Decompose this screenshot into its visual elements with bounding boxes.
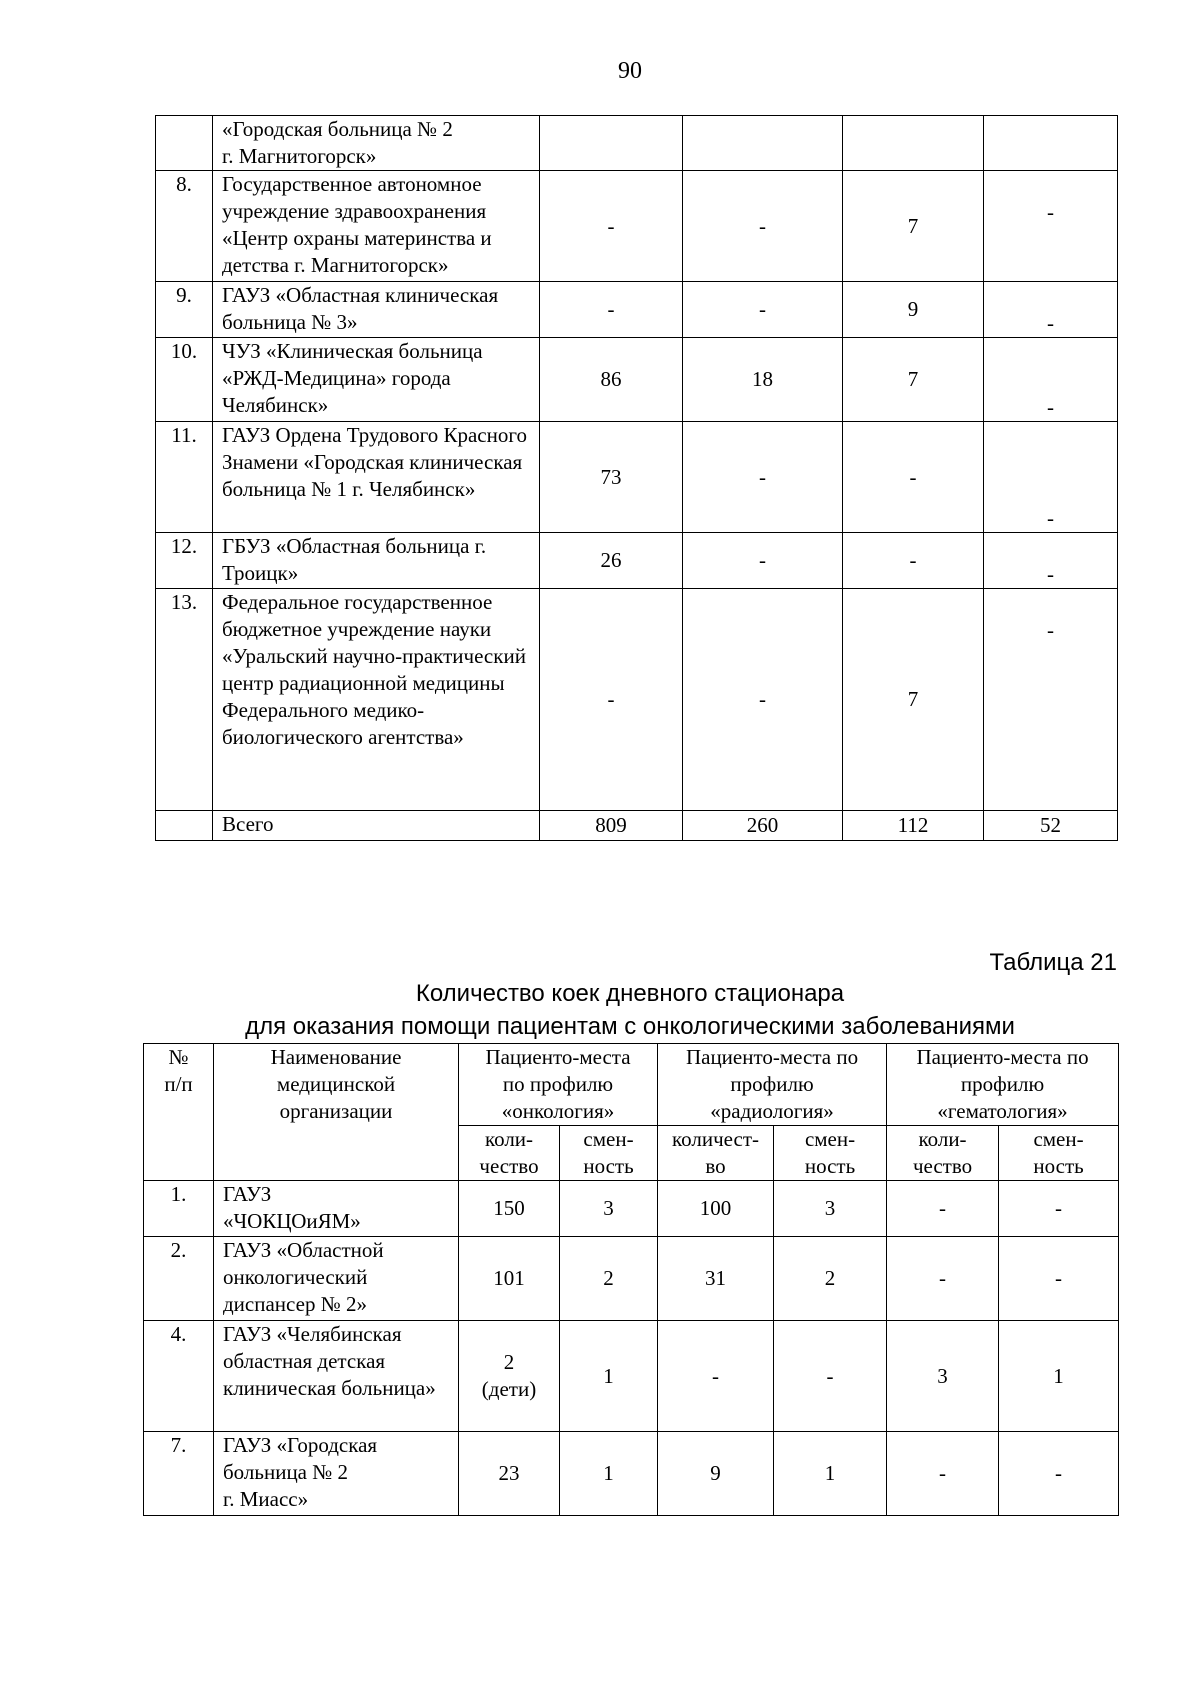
row-number: 11. — [156, 422, 213, 533]
value-cell: 1 — [560, 1432, 658, 1516]
value-cell: 1 — [774, 1432, 887, 1516]
value-cell: - — [540, 171, 683, 282]
value-cell: 9 — [658, 1432, 774, 1516]
value-cell: - — [999, 1237, 1119, 1321]
value-cell: 2 (дети) — [459, 1321, 560, 1432]
row-number: 7. — [144, 1432, 214, 1516]
table-row — [156, 282, 1118, 338]
value-cell: - — [887, 1432, 999, 1516]
table-21-body — [144, 1181, 1119, 1516]
value-cell: 7 — [843, 171, 984, 282]
row-number: 10. — [156, 338, 213, 422]
header-hematology: Пациенто-места по профилю «гематология» — [887, 1044, 1119, 1126]
value-cell: - — [999, 1181, 1119, 1237]
value-cell: - — [984, 589, 1118, 811]
header-num: № п/п — [144, 1044, 214, 1181]
value-cell: 3 — [887, 1321, 999, 1432]
header-hematology-quantity: коли- чество — [887, 1126, 999, 1181]
value-cell: 150 — [459, 1181, 560, 1237]
value-cell: 3 — [774, 1181, 887, 1237]
table-label: Таблица 21 — [989, 949, 1117, 976]
header-name: Наименование медицинской организации — [214, 1044, 459, 1181]
value-cell: 9 — [843, 282, 984, 338]
organization-name: ГАУЗ «ЧОКЦОиЯМ» — [214, 1181, 459, 1237]
organization-name: Федеральное государственное бюджетное учреждение науки «Уральский научно-практический центр радиационной медицины Федерального медико-биологического агентства» — [213, 589, 540, 811]
table-row — [156, 116, 1118, 171]
table-row — [144, 1181, 1119, 1237]
value-cell: - — [843, 422, 984, 533]
value-cell: 1 — [560, 1321, 658, 1432]
value-cell: - — [774, 1321, 887, 1432]
value-cell: - — [683, 422, 843, 533]
value-cell — [984, 116, 1118, 171]
value-cell: 26 — [540, 533, 683, 589]
row-number: 2. — [144, 1237, 214, 1321]
value-cell: 31 — [658, 1237, 774, 1321]
value-cell: - — [984, 533, 1118, 589]
organization-name: ГАУЗ «Областной онкологический диспансер № 2» — [214, 1237, 459, 1321]
value-cell: - — [540, 282, 683, 338]
organization-name: ГБУЗ «Областная больница г. Троицк» — [213, 533, 540, 589]
table-21 — [143, 1043, 1119, 1516]
value-cell: 7 — [843, 589, 984, 811]
table-title-line-2: для оказания помощи пациентам с онкологическими заболеваниями — [245, 1013, 1015, 1040]
row-number: 4. — [144, 1321, 214, 1432]
organization-name: Всего — [213, 811, 540, 841]
value-cell: 18 — [683, 338, 843, 422]
value-cell: - — [984, 282, 1118, 338]
header-radiology-shift: смен- ность — [774, 1126, 887, 1181]
value-cell: - — [999, 1432, 1119, 1516]
value-cell: 7 — [843, 338, 984, 422]
value-cell: - — [658, 1321, 774, 1432]
row-number — [156, 116, 213, 171]
continued-table — [155, 115, 1118, 841]
table-title-line-1: Количество коек дневного стационара — [415, 980, 845, 1007]
value-cell: 809 — [540, 811, 683, 841]
total-row — [156, 811, 1118, 841]
value-cell: 2 — [560, 1237, 658, 1321]
value-cell: 86 — [540, 338, 683, 422]
value-cell: - — [984, 171, 1118, 282]
value-cell: - — [683, 533, 843, 589]
value-cell: - — [843, 533, 984, 589]
row-number: 9. — [156, 282, 213, 338]
value-cell: 3 — [560, 1181, 658, 1237]
value-cell: 260 — [683, 811, 843, 841]
value-cell — [683, 116, 843, 171]
table-row — [156, 589, 1118, 811]
table-row — [144, 1432, 1119, 1516]
header-oncology: Пациенто-места по профилю «онкология» — [459, 1044, 658, 1126]
value-cell: 23 — [459, 1432, 560, 1516]
table-row — [156, 533, 1118, 589]
table-row — [156, 171, 1118, 282]
value-cell: 101 — [459, 1237, 560, 1321]
table-21-header — [144, 1044, 1119, 1181]
value-cell: 73 — [540, 422, 683, 533]
value-cell: 52 — [984, 811, 1118, 841]
header-oncology-shift: смен- ность — [560, 1126, 658, 1181]
row-number: 13. — [156, 589, 213, 811]
value-cell: - — [887, 1181, 999, 1237]
organization-name: ГАУЗ Ордена Трудового Красного Знамени «Городская клиническая больница № 1 г. Челябинск» — [213, 422, 540, 533]
value-cell: - — [683, 282, 843, 338]
value-cell: 2 — [774, 1237, 887, 1321]
row-number — [156, 811, 213, 841]
organization-name: ЧУЗ «Клиническая больница «РЖД-Медицина» города Челябинск» — [213, 338, 540, 422]
value-cell — [540, 116, 683, 171]
row-number: 8. — [156, 171, 213, 282]
value-cell: - — [887, 1237, 999, 1321]
organization-name: ГАУЗ «Областная клиническая больница № 3» — [213, 282, 540, 338]
organization-name: ГАУЗ «Городская больница № 2 г. Миасс» — [214, 1432, 459, 1516]
row-number: 1. — [144, 1181, 214, 1237]
organization-name: Государственное автономное учреждение здравоохранения «Центр охраны материнства и детства г. Магнитогорск» — [213, 171, 540, 282]
value-cell: 112 — [843, 811, 984, 841]
header-hematology-shift: смен- ность — [999, 1126, 1119, 1181]
table-row — [144, 1321, 1119, 1432]
table-row — [156, 422, 1118, 533]
value-cell: - — [984, 422, 1118, 533]
header-radiology: Пациенто-места по профилю «радиология» — [658, 1044, 887, 1126]
value-cell: - — [683, 589, 843, 811]
value-cell: - — [540, 589, 683, 811]
header-radiology-quantity: количест- во — [658, 1126, 774, 1181]
organization-name: ГАУЗ «Челябинская областная детская клиническая больница» — [214, 1321, 459, 1432]
value-cell: 100 — [658, 1181, 774, 1237]
value-cell — [843, 116, 984, 171]
value-cell: - — [683, 171, 843, 282]
header-oncology-quantity: коли- чество — [459, 1126, 560, 1181]
value-cell: - — [984, 338, 1118, 422]
page-number: 90 — [618, 58, 642, 84]
value-cell: 1 — [999, 1321, 1119, 1432]
table-row — [144, 1237, 1119, 1321]
row-number: 12. — [156, 533, 213, 589]
organization-name: «Городская больница № 2 г. Магнитогорск» — [213, 116, 540, 171]
table-row — [156, 338, 1118, 422]
continued-table-body — [156, 116, 1118, 841]
